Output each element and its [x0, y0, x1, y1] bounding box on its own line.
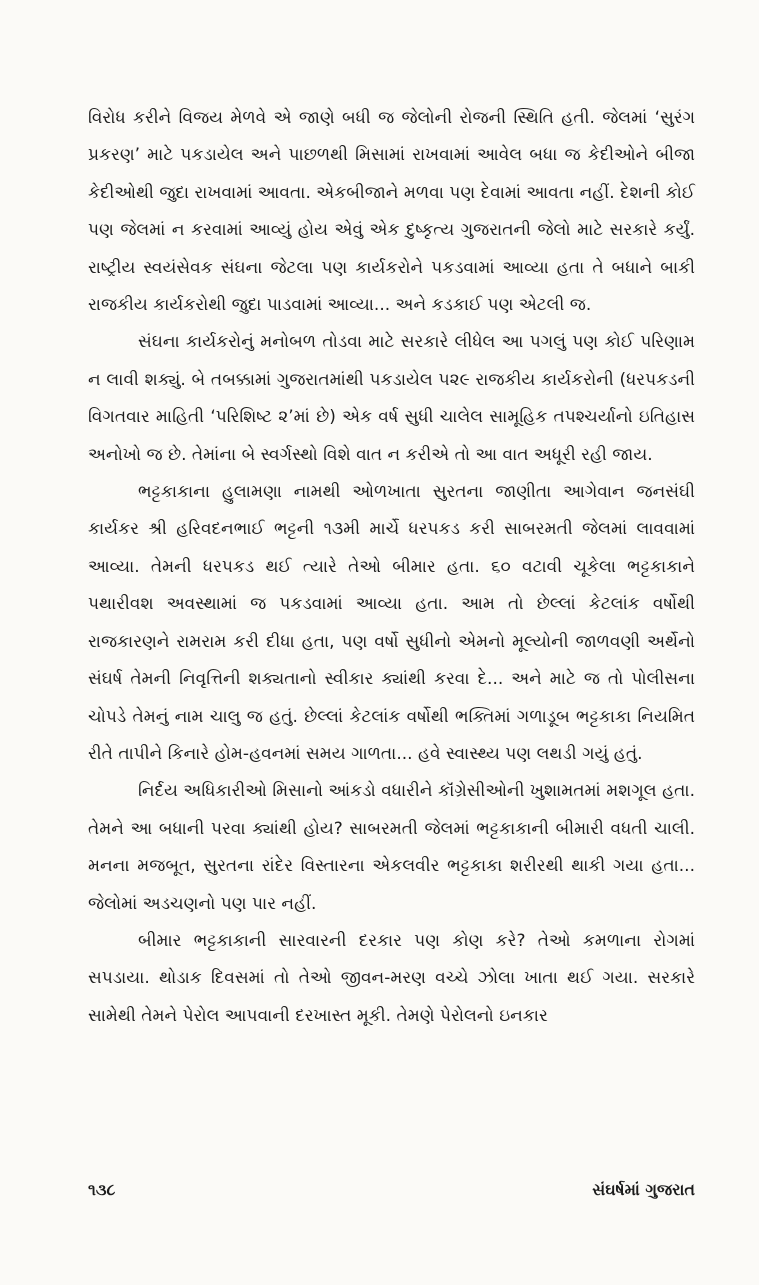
page-number: ૧૩૮	[88, 1180, 116, 1199]
paragraph-4: નિર્દય અધિકારીઓ મિસાનો આંકડો વધારીને કૉંગ્રેસીઓની ખુશામતમાં મશગૂલ હતા. તેમને આ બધાની પરવા ક્યાંથી હોય? સાબરમતી જેલમાં ભટ્ટકાકાની બીમારી વધતી ચાલી. મનના મજબૂત, સુરતના રાંદેર વિસ્તારના એકલવીર ભટ્ટકાકા શરીરથી થાકી ગયા હતા... જેલોમાં અડચણનો પણ પાર નહીં.	[88, 781, 695, 914]
paragraph-1: વિરોધ કરીને વિજય મેળવે એ જાણે બધી જ જેલોની રોજની સ્થિતિ હતી. જેલમાં ‘સુરંગ પ્રકરણ’ માટે પકડાયેલ અને પાછળથી મિસામાં રાખવામાં આવેલ બધા જ કેદીઓને બીજા કેદીઓથી જુદા રાખવામાં આવતા. એકબીજાને મળવા પણ દેવામાં આવતા નહીં. દેશની કોઈ પણ જેલમાં ન કરવામાં આવ્યું હોય એવું એક દુષ્કૃત્ય ગુજરાતની જેલો માટે સરકારે કર્યું. રાષ્ટ્રીય સ્વયંસેવક સંઘના જેટલા પણ કાર્યકરોને પકડવામાં આવ્યા હતા તે બધાને બાકી રાજકીય કાર્યકરોથી જુદા પાડવામાં આવ્યા... અને કડકાઈ પણ એટલી જ.	[88, 108, 695, 316]
paragraph-3: ભટ્ટકાકાના હુલામણા નામથી ઓળખાતા સુરતના જાણીતા આગેવાન જનસંઘી કાર્યકર શ્રી હરિવદનભાઈ ભટ્ટની ૧૩મી માર્ચે ધરપકડ કરી સાબરમતી જેલમાં લાવવામાં આવ્યા. તેમની ધરપકડ થઈ ત્યારે તેઓ બીમાર હતા. ૬૦ વટાવી ચૂકેલા ભટ્ટકાકાને પથારીવશ અવસ્થામાં જ પકડવામાં આવ્યા હતા. આમ તો છેલ્લાં કેટલાંક વર્ષોથી રાજકારણને રામરામ કરી દીધા હતા, પણ વર્ષો સુધીનો એમનો મૂલ્યોની જાળવણી અર્થેનો સંઘર્ષ તેમની નિવૃત્તિની શક્યતાનો સ્વીકાર ક્યાંથી કરવા દે... અને માટે જ તો પોલીસના ચોપડે તેમનું નામ ચાલુ જ હતું. છેલ્લાં કેટલાંક વર્ષોથી ભક્તિમાં ગળાડૂબ ભટ્ટકાકા નિયમિત રીતે તાપીને કિનારે હોમ-હવનમાં સમય ગાળતા... હવે સ્વાસ્થ્ય પણ લથડી ગયું હતું.	[88, 482, 695, 764]
book-title: સંઘર્ષમાં ગુજરાત	[592, 1180, 695, 1199]
page-footer	[88, 1180, 695, 1200]
paragraph-2: સંઘના કાર્યકરોનું મનોબળ તોડવા માટે સરકારે લીધેલ આ પગલું પણ કોઈ પરિણામ ન લાવી શક્યું. બે તબક્કામાં ગુજરાતમાંથી પકડાયેલ ૫૨૯ રાજકીય કાર્યકરોની (ધરપકડની વિગતવાર માહિતી ‘પરિશિષ્ટ ૨’માં છે) એક વર્ષ સુધી ચાલેલ સામૂહિક તપશ્ચર્યાનો ઇતિહાસ અનોખો જ છે. તેમાંના બે સ્વર્ગસ્થો વિશે વાત ન કરીએ તો આ વાત અધૂરી રહી જાય.	[88, 332, 695, 465]
body-text	[88, 100, 695, 1035]
paragraph-5: બીમાર ભટ્ટકાકાની સારવારની દરકાર પણ કોણ કરે? તેઓ કમળાના રોગમાં સપડાયા. થોડાક દિવસમાં તો તેઓ જીવન-મરણ વચ્ચે ઝોલા ખાતા થઈ ગયા. સરકારે સામેથી તેમને પેરોલ આપવાની દરખાસ્ત મૂકી. તેમણે પેરોલનો ઇનકાર	[88, 930, 695, 1026]
